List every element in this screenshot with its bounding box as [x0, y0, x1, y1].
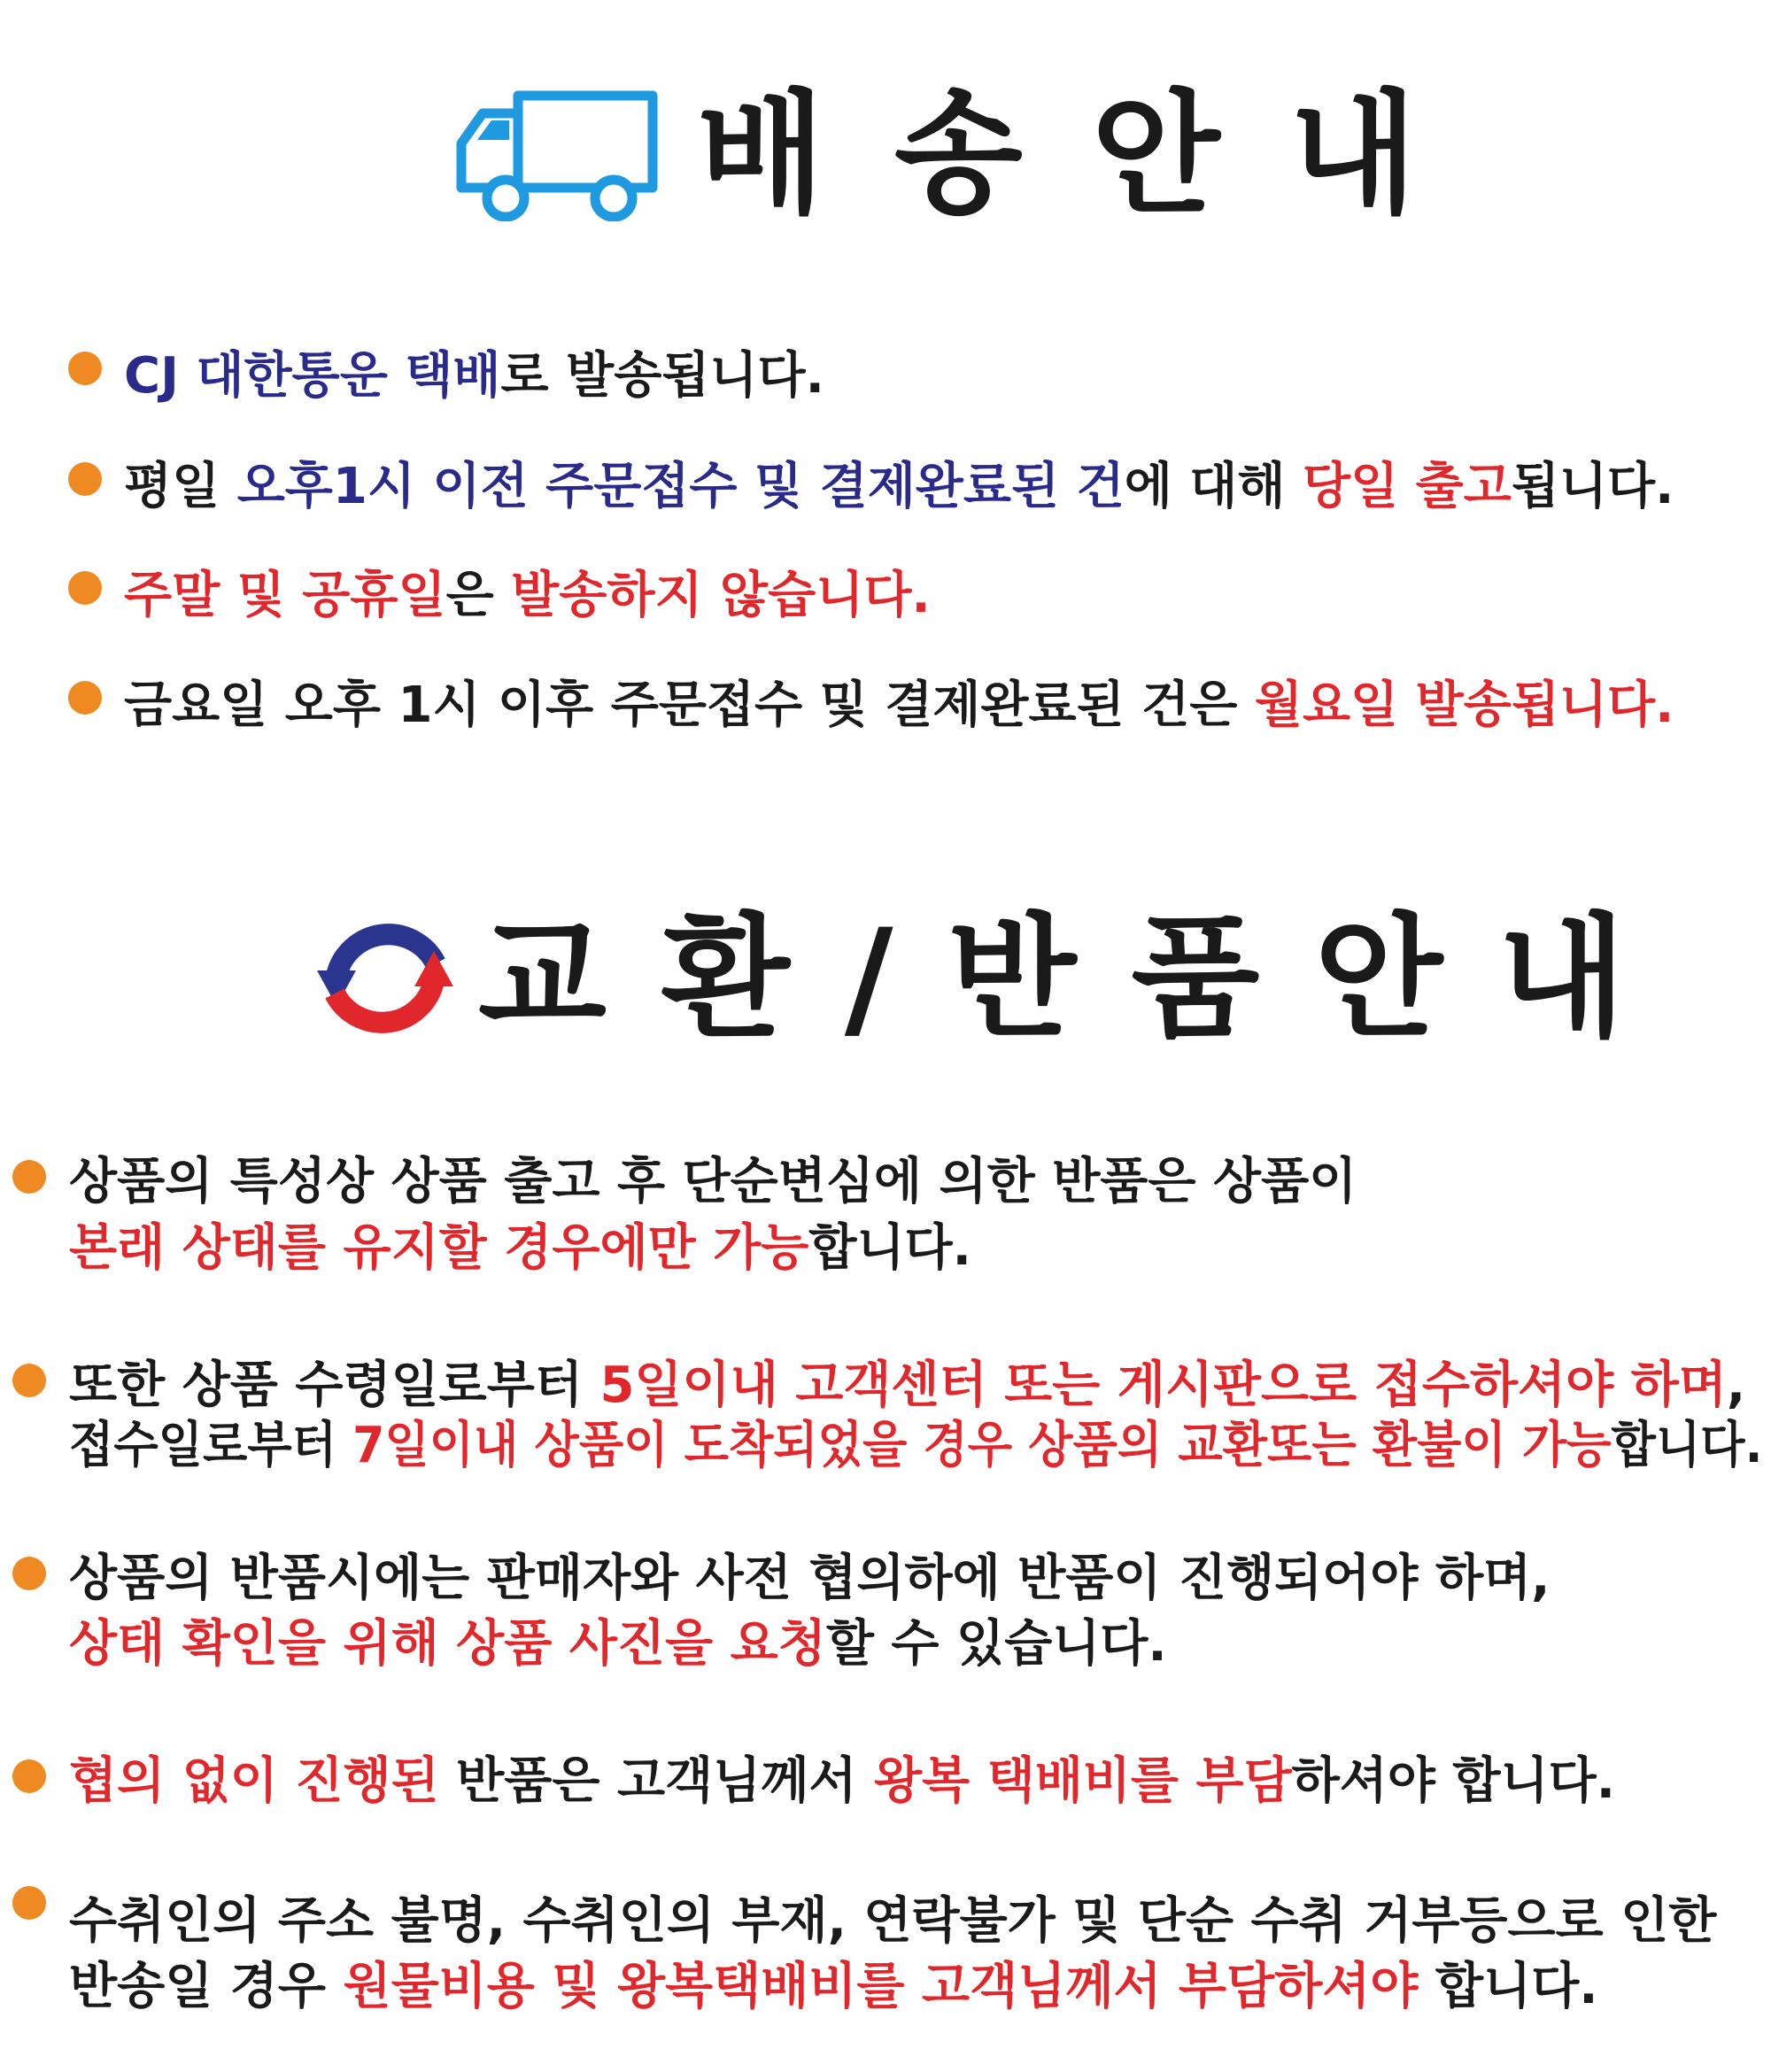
exchange-section-title	[310, 903, 1681, 1054]
text-segment: 오후1시 이전 주문접수 및 결제완료된 건	[236, 458, 1125, 515]
text-segment: 5일이내 고객센터 또는 게시판으로 접수하셔야 하며	[599, 1357, 1727, 1414]
exchange-item-line-2	[69, 1604, 1167, 1675]
delivery-section-title	[456, 78, 1487, 232]
text-segment: 상품의 특성상 상품 출고 후 단순변심에 의한 반품은 상품이	[69, 1153, 1357, 1210]
delivery-title: 배송안내	[697, 78, 1487, 232]
bullet-icon	[68, 352, 102, 385]
exchange-item-line-2	[69, 1947, 1598, 2018]
exchange-title: 교환/반품안내	[478, 901, 1682, 1055]
bullet-icon	[12, 1759, 46, 1793]
text-segment: 협의 없이 진행된	[69, 1752, 439, 1810]
text-segment: 월요일 발송됩니다.	[1254, 676, 1674, 734]
bullet-icon	[12, 1364, 46, 1397]
text-segment: 7일이내 상품이 도착되었을 경우 상품의 교환또는 환불이 가능	[352, 1417, 1612, 1474]
text-segment: 원물비용 및 왕복택배비를 고객님께서 부담하셔야	[343, 1958, 1419, 2015]
exchange-item-line-1	[69, 1742, 1615, 1813]
text-segment: 반품은 고객님께서	[438, 1752, 874, 1810]
text-segment: 에 대해	[1124, 458, 1303, 515]
text-segment: 반송일 경우	[69, 1958, 344, 2015]
text-segment: 또한 상품 수령일로부터	[69, 1357, 600, 1414]
exchange-arrows-icon	[310, 903, 460, 1054]
bullet-icon	[68, 571, 102, 605]
text-segment: 상품의 반품시에는 판매자와 사전 협의하에 반품이 진행되어야 하며,	[69, 1550, 1551, 1607]
text-segment: 당일 출고	[1302, 458, 1512, 515]
exchange-item-line-1	[69, 1142, 1357, 1213]
bullet-icon	[12, 1886, 46, 1920]
text-segment: 됩니다.	[1511, 458, 1674, 515]
text-segment: 합니다.	[1418, 1958, 1598, 2015]
text-segment: ,	[1726, 1357, 1746, 1414]
delivery-item-text	[124, 447, 1674, 518]
exchange-item-line-2	[69, 1209, 971, 1280]
text-segment: 본래 상태를 유지할 경우에만 가능	[69, 1219, 809, 1277]
text-segment: 합니다.	[808, 1219, 971, 1277]
bullet-icon	[68, 462, 102, 496]
bullet-icon	[12, 1557, 46, 1590]
delivery-item-text	[124, 336, 824, 407]
text-segment: 하셔야 합니다.	[1291, 1752, 1616, 1810]
text-segment: 로 발송됩니다.	[500, 347, 824, 405]
text-segment: 상태 확인을 위해 상품 사진을 요청	[69, 1615, 826, 1673]
text-segment: 왕복 택배비를 부담	[873, 1752, 1292, 1810]
bullet-icon	[68, 681, 102, 715]
delivery-item-text	[124, 666, 1674, 737]
delivery-item-text	[124, 556, 931, 627]
text-segment: 수취인의 주소 불명, 수취인의 부재, 연락불가 및 단순 수취 거부등으로 인한	[69, 1892, 1717, 1950]
text-segment: 은	[445, 567, 512, 624]
bullet-icon	[12, 1160, 46, 1194]
exchange-item-line-1	[69, 1539, 1550, 1610]
exchange-item-line-1	[69, 1882, 1716, 1952]
text-segment: 주말 및 공휴일	[124, 567, 446, 624]
text-segment: 발송하지 않습니다.	[511, 567, 931, 624]
text-segment: 합니다.	[1611, 1417, 1763, 1474]
text-segment: CJ 대한통운 택배	[124, 347, 501, 405]
text-segment: 금요일 오후 1시 이후 주문접수 및 결제완료된 건은	[124, 676, 1255, 734]
exchange-item-line-2	[69, 1406, 1762, 1477]
truck-icon	[456, 89, 660, 221]
text-segment: 평일	[124, 458, 237, 515]
text-segment: 접수일로부터	[69, 1417, 353, 1474]
text-segment: 할 수 있습니다.	[825, 1615, 1167, 1673]
